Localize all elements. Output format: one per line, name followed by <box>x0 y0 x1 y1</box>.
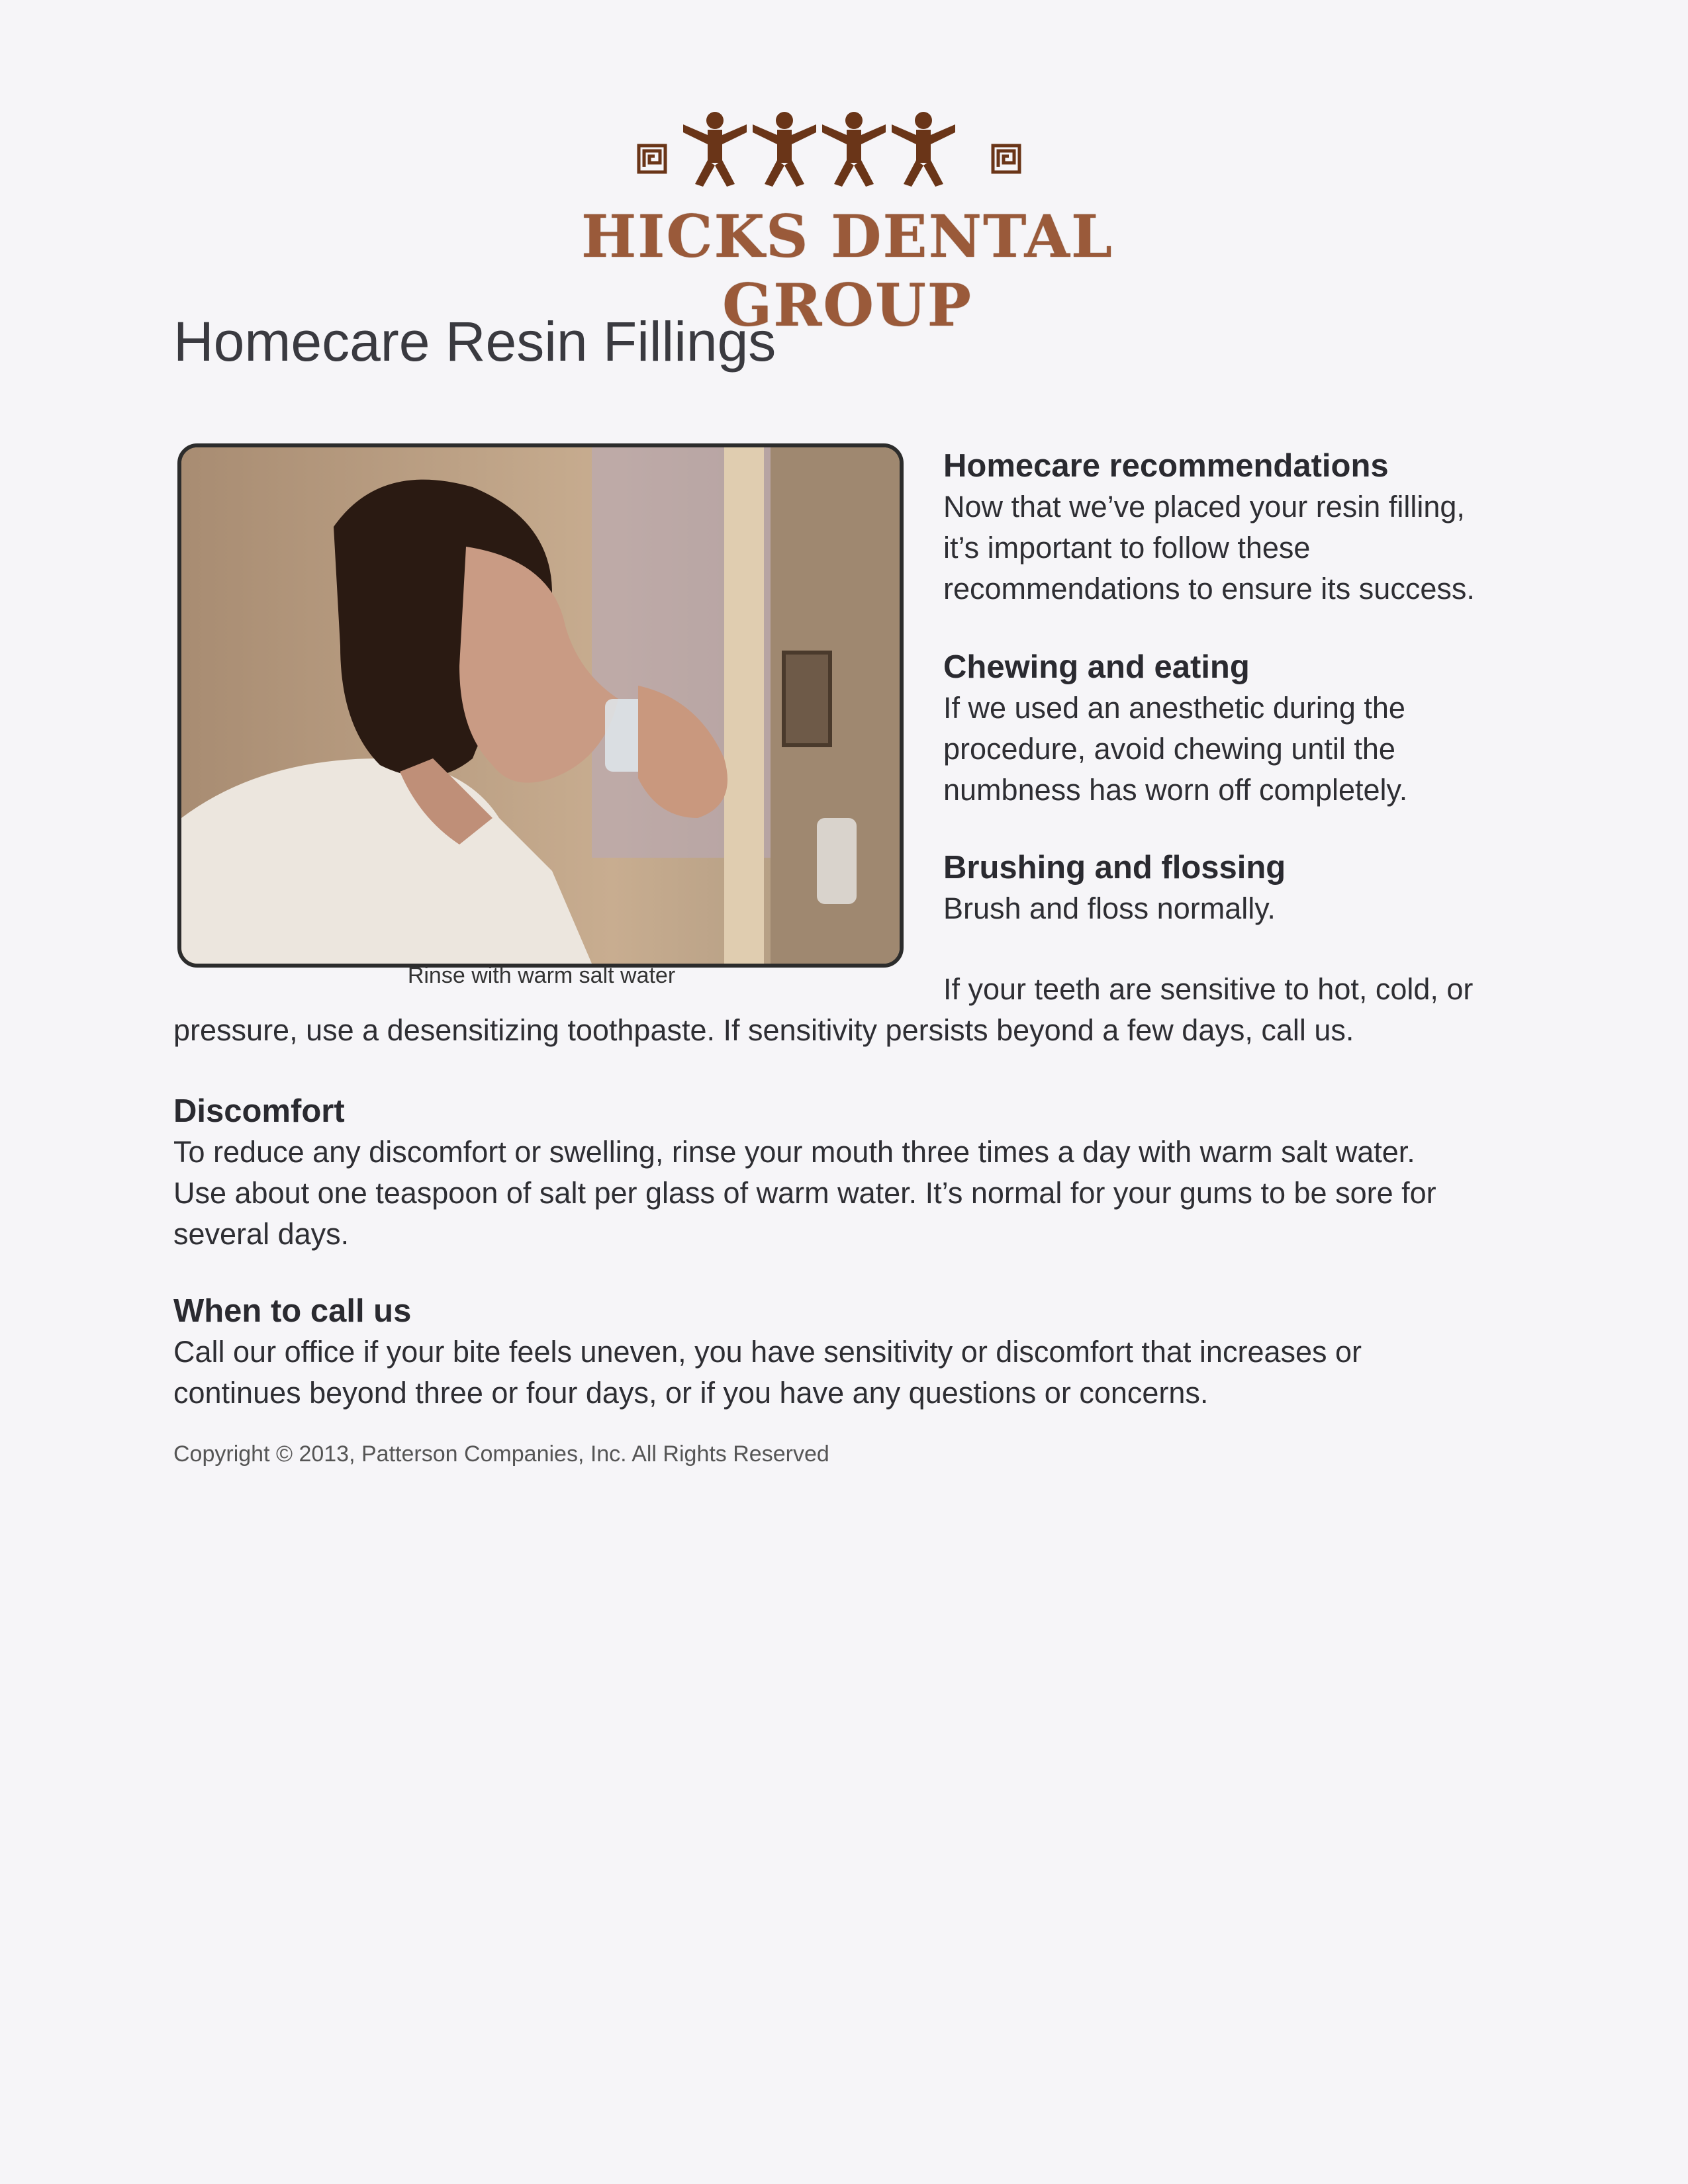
call-section <box>173 1291 1530 1414</box>
recommendations-line-3: recommendations to ensure its success. <box>943 572 1475 606</box>
call-heading: When to call us <box>173 1293 412 1329</box>
practice-logo <box>490 99 1205 340</box>
brushing-heading: Brushing and flossing <box>943 850 1286 886</box>
brushing-line-1: Brush and floss normally. <box>943 891 1276 925</box>
call-line-1: Call our office if your bite feels uneven, you have sensitivity or discomfort that increases or <box>173 1335 1362 1369</box>
discomfort-line-2: Use about one teaspoon of salt per glass of warm water. It’s normal for your gums to be sore for <box>173 1176 1436 1210</box>
call-line-2: continues beyond three or four days, or if you have any questions or concerns. <box>173 1376 1209 1410</box>
sensitivity-line-1: If your teeth are sensitive to hot, cold, or <box>943 972 1474 1006</box>
recommendations-section <box>943 445 1526 610</box>
sensitivity-line-1-wrap <box>943 969 1526 1010</box>
discomfort-line-1: To reduce any discomfort or swelling, rinse your mouth three times a day with warm salt water. <box>173 1135 1415 1169</box>
chewing-heading: Chewing and eating <box>943 649 1250 685</box>
chewing-line-2: procedure, avoid chewing until the <box>943 732 1395 766</box>
sensitivity-line-2: pressure, use a desensitizing toothpaste. If sensitivity persists beyond a few days, call us. <box>173 1013 1354 1047</box>
woman-rinsing-image <box>181 447 900 964</box>
recommendations-line-1: Now that we’ve placed your resin filling, <box>943 490 1465 523</box>
chewing-section <box>943 647 1526 811</box>
brushing-section <box>943 847 1526 929</box>
copyright-notice: Copyright © 2013, Patterson Companies, Inc. All Rights Reserved <box>173 1441 829 1467</box>
discomfort-line-3: several days. <box>173 1217 350 1251</box>
chewing-line-1: If we used an anesthetic during the <box>943 691 1405 725</box>
discomfort-heading: Discomfort <box>173 1093 345 1129</box>
rinse-photo <box>177 443 904 968</box>
page-title: Homecare Resin Fillings <box>173 310 776 373</box>
dancing-figures-logo-icon <box>490 99 1205 199</box>
photo-caption: Rinse with warm salt water <box>407 963 676 988</box>
practice-name: HICKS DENTAL GROUP <box>581 202 1113 340</box>
recommendations-heading: Homecare recommendations <box>943 448 1389 484</box>
chewing-line-3: numbness has worn off completely. <box>943 773 1408 807</box>
recommendations-line-2: it’s important to follow these <box>943 531 1311 565</box>
discomfort-section <box>173 1091 1530 1255</box>
